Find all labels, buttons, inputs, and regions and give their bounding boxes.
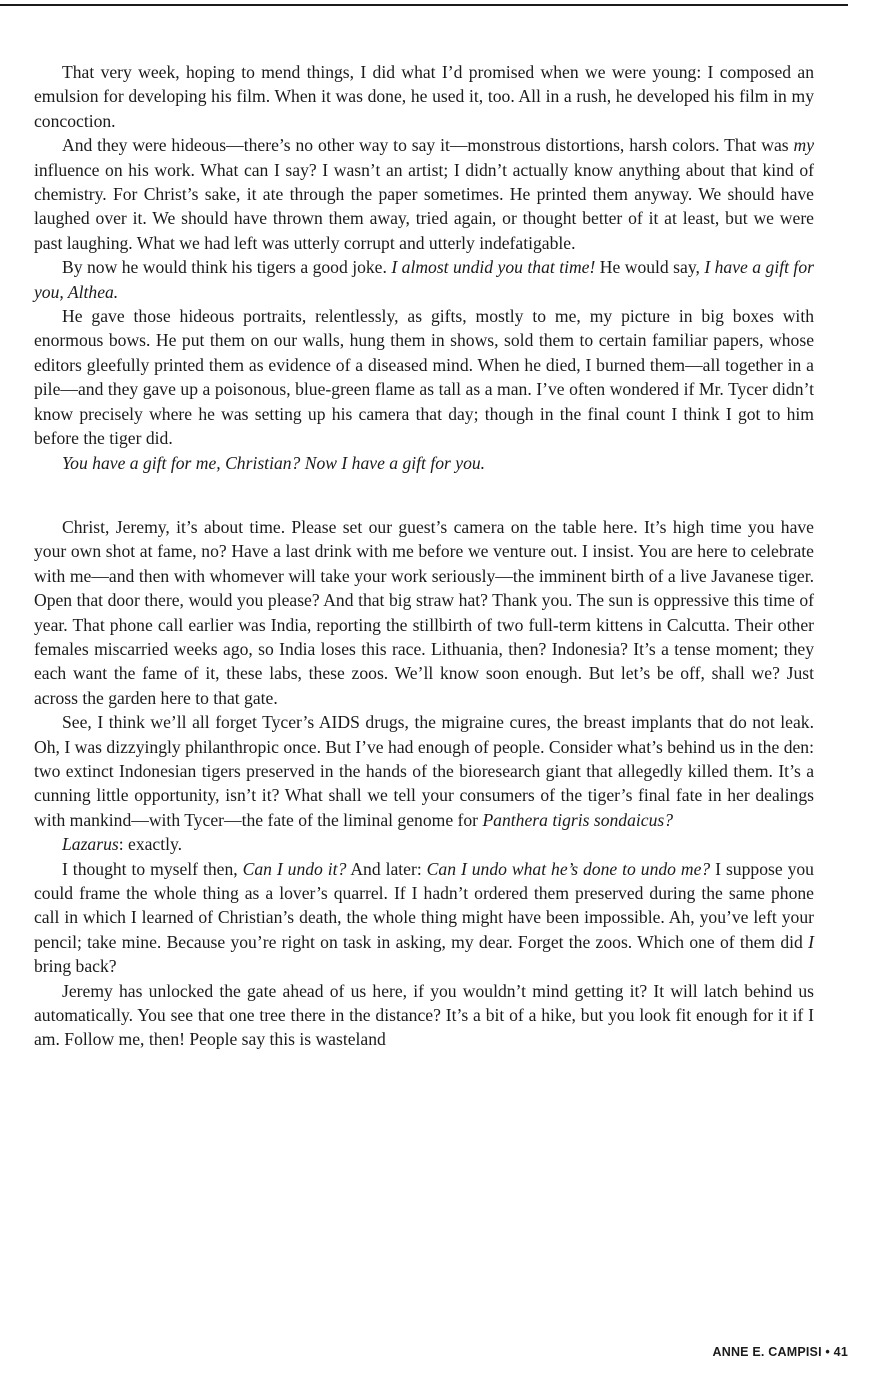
text-run: bring back? (34, 956, 117, 977)
italic-text: You have a gift for me, Christian? Now I have a gift for you. (62, 452, 486, 473)
text-run: See, I think we’ll all forget Tycer’s AIDS drugs, the migraine cures, the breast implants that do not leak. Oh, I was dizzyingly philanthropic once. But I’ve had enough of people. Consider what’s behind us in the den: two extinct Indonesian tigers preserved in the hands of the bioresearch giant that allegedly killed them. It’s a cunning little opportunity, isn’t it? What shall we tell your consumers of the tiger’s final fate in her dealings with mankind—with Tycer—the fate of the liminal genome for (34, 712, 814, 830)
text-run: Christ, Jeremy, it’s about time. Please set our guest’s camera on the table here. It’s high time you have your own shot at fame, no? Have a last drink with me before we venture out. I insist. You are here to celebrate with me—and then with whomever will take your work seriously—the imminent birth of a live Javanese tiger. Open that door there, would you please? And that big straw hat? Thank you. The sun is oppressive this time of year. That phone call earlier was India, reporting the stillbirth of two full-term kittens in Calcutta. Their other females miscarried weeks ago, so India loses this race. Lithuania, then? Indonesia? It’s a tense moment; they each want the fame of it, these labs, these zoos. We’ll know soon enough. But let’s be off, shall we? Just across the garden here to that gate. (34, 516, 814, 708)
text-run: That very week, hoping to mend things, I did what I’d promised when we were young: I composed an emulsion for developing his film. When it was done, he used it, too. All in a rush, he developed his film in my concoction. (34, 62, 814, 131)
paragraph (34, 979, 814, 1052)
text-run: : exactly. (118, 834, 183, 855)
paragraph (34, 255, 814, 304)
paragraph (34, 710, 814, 832)
text-run: I suppose you could frame the whole thing as a lover’s quarrel. If I hadn’t ordered them preserved during the same phone call in which I learned of Christian’s death, the whole thing might have been impossible. Ah, you’ve left your pencil; take mine. Because you’re right on task in asking, my dear. Forget the zoos. Which one of them did (34, 858, 814, 952)
paragraph (34, 515, 814, 710)
paragraph (34, 60, 814, 133)
text-run: Jeremy has unlocked the gate ahead of us here, if you wouldn’t mind getting it? It will latch behind us automatically. You see that one tree there in the distance? It’s a bit of a hike, but you look fit enough for it if I am. Follow me, then! People say this is wasteland (34, 980, 814, 1050)
italic-text: I have a gift for you, Althea. (34, 257, 814, 302)
text-run: He would say, (595, 257, 705, 278)
paragraph (34, 832, 814, 856)
top-rule (0, 4, 848, 6)
text-run: And later: (346, 858, 427, 879)
paragraph (34, 304, 814, 450)
page-body (34, 60, 814, 1052)
text-run: By now he would think his tigers a good joke. (62, 257, 392, 278)
italic-text: I (808, 931, 814, 952)
text-run: influence on his work. What can I say? I wasn’t an artist; I didn’t actually know anything about that kind of chemistry. For Christ’s sake, it ate through the paper sometimes. He printed them anyway. We should have laughed over it. We should have thrown them away, tried again, or thought better of it at least, but we were past laughing. What we had left was utterly corrupt and utterly indefatigable. (34, 159, 814, 253)
paragraph (34, 133, 814, 255)
italic-text: Can I undo it? (242, 858, 347, 879)
italic-text: Can I undo what he’s done to undo me? (426, 858, 711, 879)
paragraph (34, 451, 814, 475)
paragraph (34, 857, 814, 979)
text-run: He gave those hideous portraits, relentlessly, as gifts, mostly to me, my picture in big boxes with enormous bows. He put them on our walls, hung them in shows, sold them to certain familiar papers, whose editors gleefully printed them as evidence of a diseased mind. When he died, I burned them—all together in a pile—and they gave up a poisonous, blue-green flame as tall as a man. I’ve often wondered if Mr. Tycer didn’t know precisely where he was setting up his camera that day; though in the final count I think I got to him before the tiger did. (34, 306, 814, 449)
italic-text: Panthera tigris sondaicus? (482, 809, 674, 830)
italic-text: I almost undid you that time! (391, 257, 596, 278)
running-footer: ANNE E. CAMPISI • 41 (712, 1345, 848, 1359)
text-run: I thought to myself then, (62, 858, 243, 879)
italic-text: Lazarus (62, 834, 119, 855)
italic-text: my (793, 135, 814, 156)
text-run: And they were hideous—there’s no other way to say it—monstrous distortions, harsh colors. That was (62, 135, 794, 156)
